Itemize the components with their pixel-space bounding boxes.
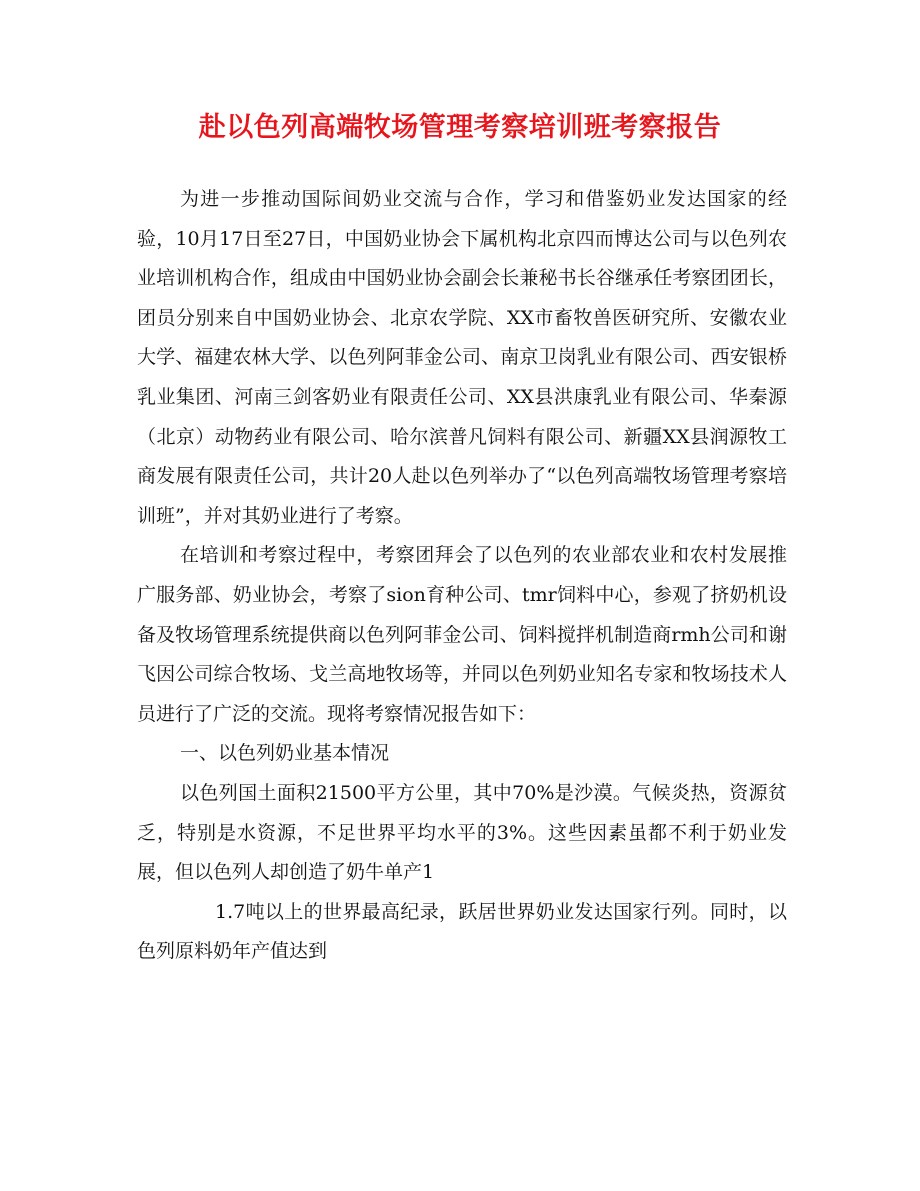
document-title: 赴以色列高端牧场管理考察培训班考察报告	[198, 112, 722, 143]
paragraph-process: 在培训和考察过程中，考察团拜会了以色列的农业部农业和农村发展推广服务部、奶业协会，考察了sion育种公司、tmr饲料中心，参观了挤奶机设备及牧场管理系统提供商以色列阿菲金公司、饲料搅拌机制造商rmh公司和谢飞因公司综合牧场、戈兰高地牧场等，并同以色列奶业知名专家和牧场技术人员进行了广泛的交流。现将考察情况报告如下：	[137, 544, 787, 725]
paragraph-intro: 为进一步推动国际间奶业交流与合作，学习和借鉴奶业发达国家的经验，10月17日至27日，中国奶业协会下属机构北京四而博达公司与以色列农业培训机构合作，组成由中国奶业协会副会长兼秘书长谷继承任考察团团长，团员分别来自中国奶业协会、北京农学院、XX市畜牧兽医研究所、安徽农业大学、福建农林大学、以色列阿菲金公司、南京卫岗乳业有限公司、西安银桥乳业集团、河南三剑客奶业有限责任公司、XX县洪康乳业有限公司、华秦源（北京）动物药业有限公司、哈尔滨普凡饲料有限公司、新疆XX县润源牧工商发展有限责任公司，共计20人赴以色列举办了“以色列高端牧场管理考察培训班”，并对其奶业进行了考察。	[137, 188, 787, 527]
paragraph-continuation: 1.7吨以上的世界最高纪录，跃居世界奶业发达国家行列。同时，以色列原料奶年产值达到	[137, 900, 787, 963]
paragraph-basic-info: 以色列国土面积21500平方公里，其中70%是沙漠。气候炎热，资源贫乏，特别是水资源，不足世界平均水平的3%。这些因素虽都不利于奶业发展，但以色列人却创造了奶牛单产1	[137, 781, 787, 884]
section-heading: 一、以色列奶业基本情况	[180, 742, 390, 765]
document-body	[137, 180, 787, 972]
